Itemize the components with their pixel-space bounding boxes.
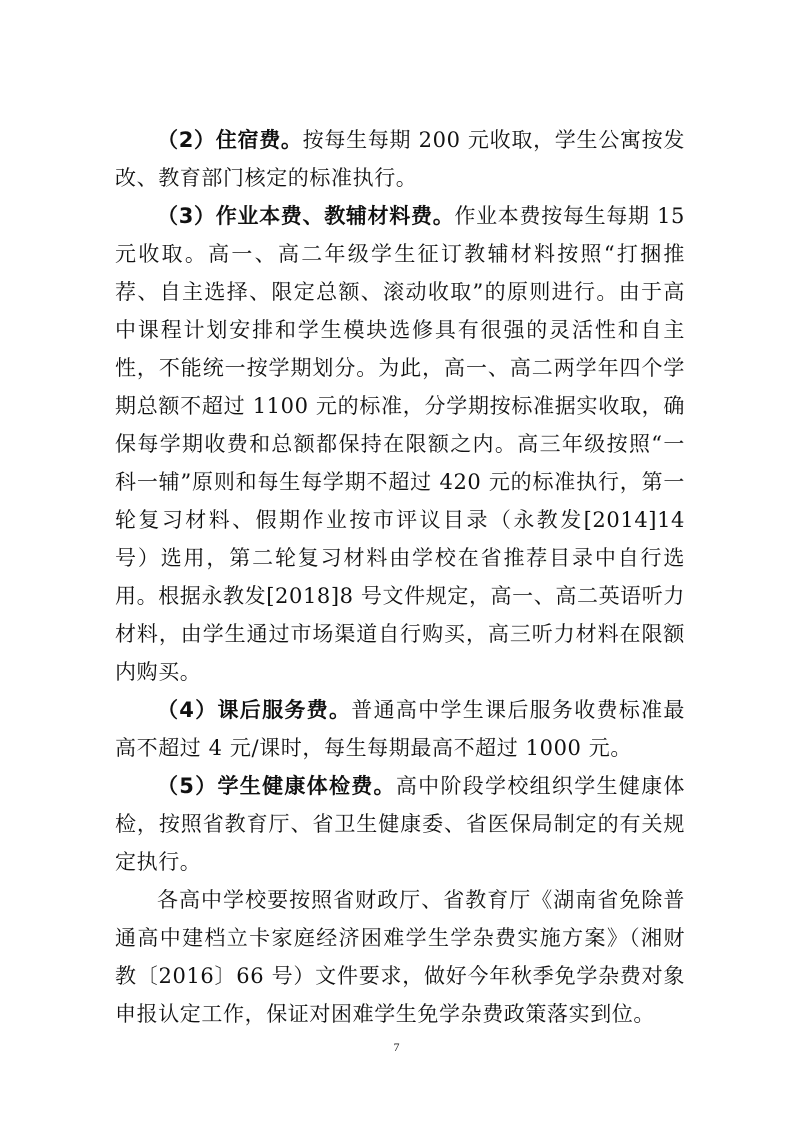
page-number: 7 <box>393 1040 400 1054</box>
paragraph-fee-exemption <box>115 881 685 1033</box>
document-body <box>115 121 685 1033</box>
paragraph-text: 各高中学校要按照省财政厅、省教育厅《湖南省免除普通高中建档立卡家庭经济困难学生学杂费实施方案》（湘财教〔2016〕66 号）文件要求，做好今年秋季免学杂费对象申报认定工作，保证对困难学生免学杂费政策落实到位。 <box>115 888 685 1026</box>
paragraph-accommodation-fee <box>115 121 685 197</box>
paragraph-text: 按每生每期 200 元收取，学生公寓按发改、教育部门核定的标准执行。 <box>115 128 686 190</box>
paragraph-text: 作业本费按每生每期 15 元收取。高一、高二年级学生征订教辅材料按照“打捆推荐、自主选择、限定总额、滚动收取”的原则进行。由于高中课程计划安排和学生模块选修具有很强的灵活性和自主性，不能统一按学期划分。为此，高一、高二两学年四个学期总额不超过 1100 元的标准，分学期按标准据实收取，确保每学期收费和总额都保持在限额之内。高三年级按照“一科一辅”原则和每生每学期不超过 420 元的标准执行，第一轮复习材料、假期作业按市评议目录（永教发[2014]14 号）选用，第二轮复习材料由学校在省推荐目录中自行选用。根据永教发[2018]8 号文件规定，高一、高二英语听力材料，由学生通过市场渠道自行购买，高三听力材料在限额内购买。 <box>115 204 685 684</box>
paragraph-text: 普通高中学生课后服务收费标准最高不超过 4 元/课时，每生每期最高不超过 1000 元。 <box>115 698 686 760</box>
paragraph-heading: （2）住宿费。 <box>157 128 303 152</box>
paragraph-heading: （4）课后服务费。 <box>157 698 352 722</box>
paragraph-heading: （5）学生健康体检费。 <box>157 774 396 798</box>
paragraph-after-school-fee <box>115 691 685 767</box>
paragraph-workbook-fee <box>115 197 685 691</box>
paragraph-heading: （3）作业本费、教辅材料费。 <box>157 204 455 228</box>
paragraph-text: 高中阶段学校组织学生健康体检，按照省教育厅、省卫生健康委、省医保局制定的有关规定执行。 <box>115 774 685 874</box>
paragraph-health-check-fee <box>115 767 685 881</box>
